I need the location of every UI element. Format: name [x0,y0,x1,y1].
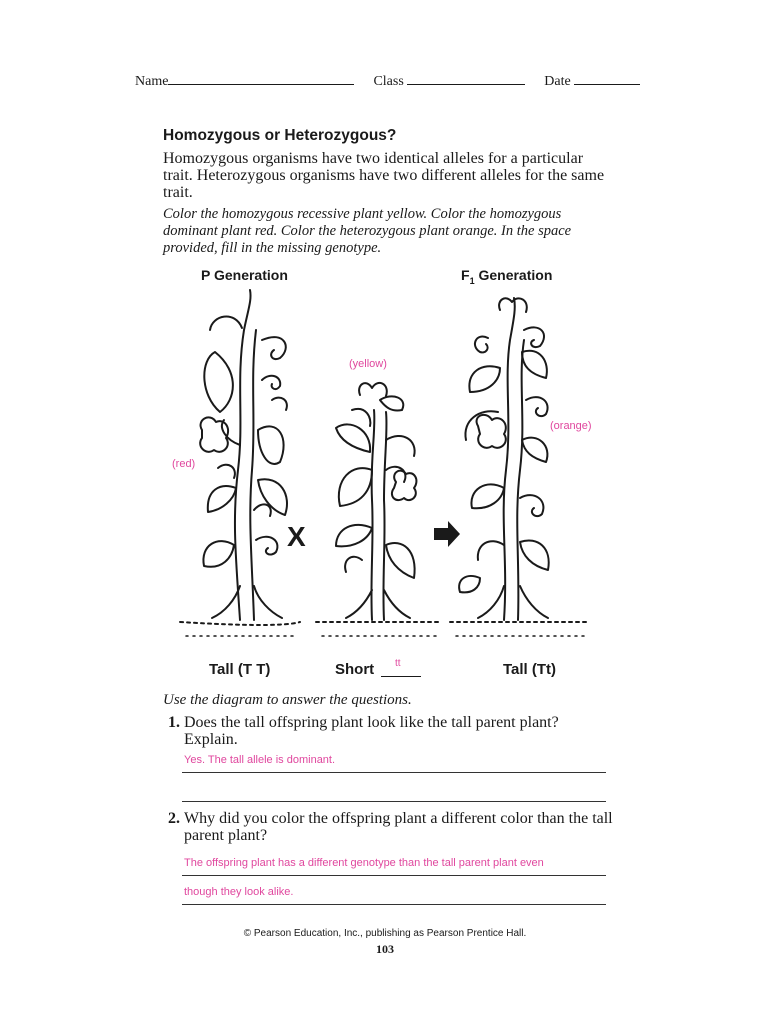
short-plant-color-note: (yellow) [349,358,387,370]
question-2 [163,810,613,850]
tall-parent-label: Tall (T T) [209,661,271,678]
parent-plant-color-note: (red) [172,458,196,470]
genotype-answer-line[interactable] [381,676,421,677]
question-2-number: 2. [168,810,180,827]
f1-suffix: Generation [474,267,553,283]
class-label: Class [373,74,404,89]
answer-2-rule-1 [182,875,606,876]
answer-1-rule-2 [182,801,606,802]
question-1 [163,714,613,754]
name-label: Name [135,74,169,89]
short-plant-label: Short [335,661,375,678]
answer-1-line1[interactable]: Yes. The tall allele is dominant. [184,754,336,766]
answer-2-line2[interactable]: though they look alike. [184,886,294,898]
genotype-answer: tt [395,658,401,669]
offspring-plant-color-note: (orange) [550,420,592,432]
intro-paragraph: Homozygous organisms have two identical alleles for a particular trait. Heterozygous organisms have two different alleles for the same trait. [163,150,605,201]
f1-subscript: 1 [469,275,475,286]
p-generation-label: P Generation [201,267,288,283]
date-label: Date [544,74,571,89]
right-arrow-icon [434,521,460,547]
question-1-text: Does the tall offspring plant look like the tall parent plant? Explain. [184,714,559,748]
tall-offspring-plant [459,298,549,620]
question-2-text: Why did you color the offspring plant a different color than the tall parent plant? [184,810,613,844]
question-1-number: 1. [168,714,180,731]
answer-2-rule-2 [182,904,606,905]
short-plant [336,383,416,620]
page-number: 103 [376,942,394,956]
tall-offspring-label: Tall (Tt) [503,661,557,678]
f1-prefix: F [461,267,470,283]
instructions-paragraph: Color the homozygous recessive plant yellow. Color the homozygous dominant plant red. Color the heterozygous plant orange. In the space provided, fill in the missing genotype. [163,206,572,256]
cross-symbol: X [287,521,306,552]
tall-parent-plant [200,290,287,620]
questions-lead: Use the diagram to answer the questions. [163,692,412,708]
answer-1-rule-1 [182,772,606,773]
copyright-footer: © Pearson Education, Inc., publishing as Pearson Prentice Hall. [243,928,527,939]
section-title: Homozygous or Heterozygous? [163,127,397,144]
answer-2-line1[interactable]: The offspring plant has a different genotype than the tall parent plant even [184,857,544,869]
